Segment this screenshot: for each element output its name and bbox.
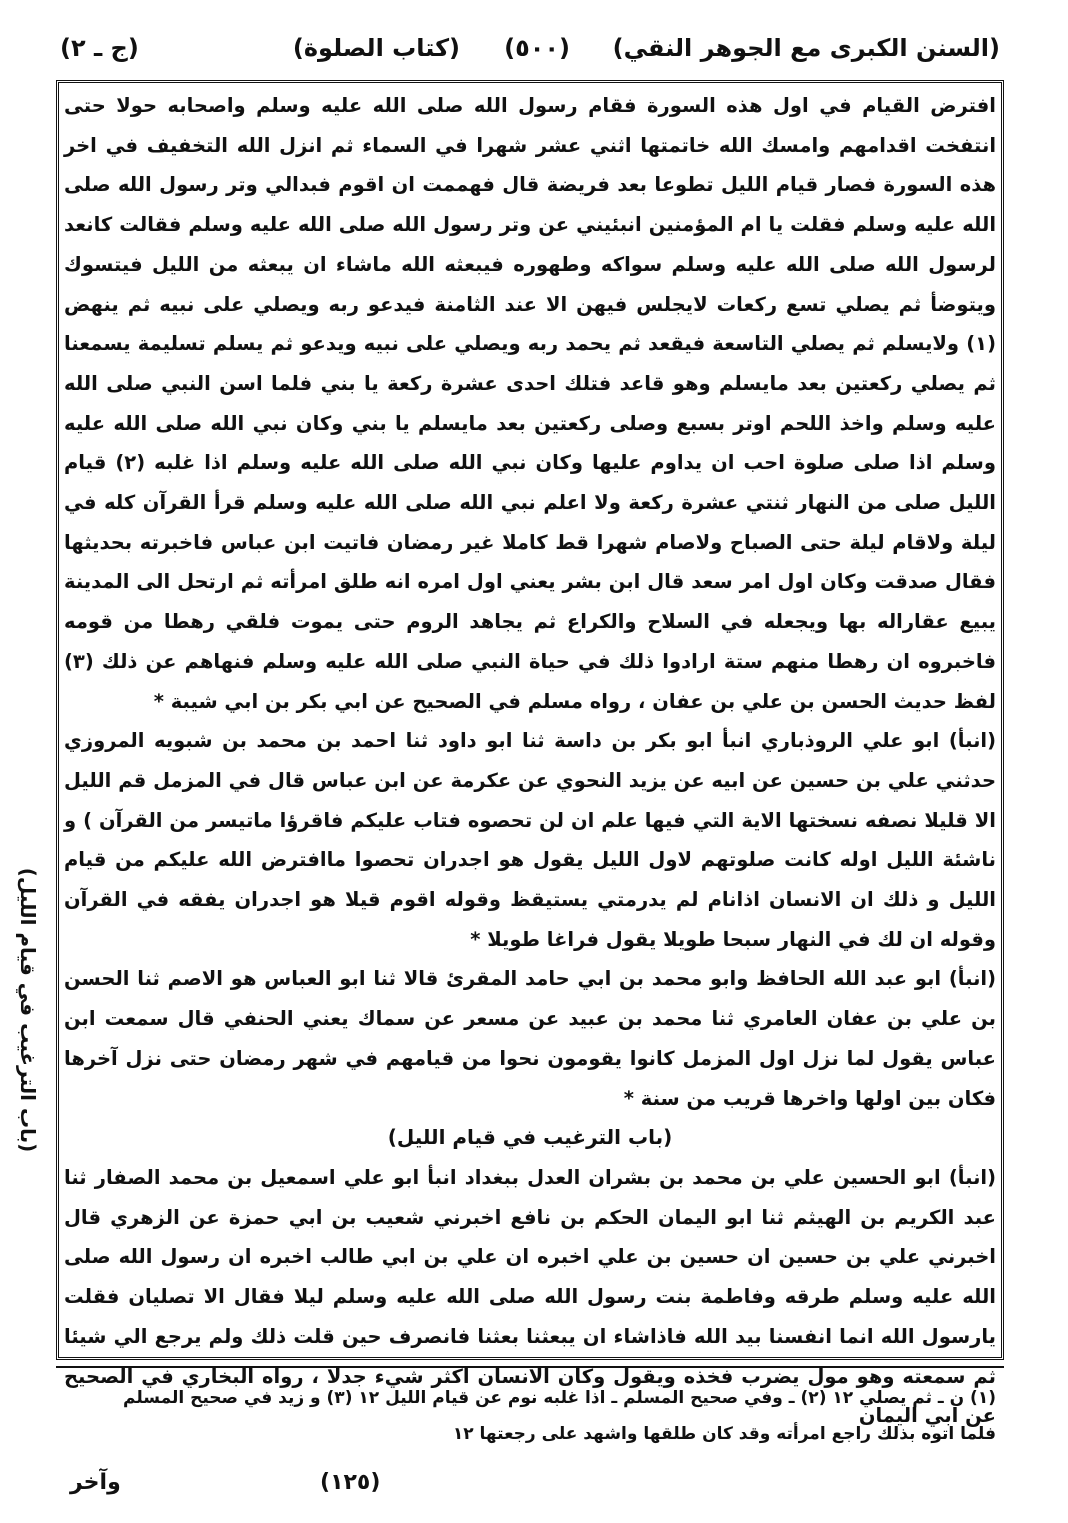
footer-page-number: (١٢٥) bbox=[320, 1470, 381, 1495]
volume-number: (ج ـ ٢) bbox=[60, 34, 139, 62]
chapter-title: (كتاب الصلوة) bbox=[292, 34, 460, 62]
footnote-line: (١) ن ـ ثم يصلي ١٢ (٢) ـ وفي صحيح المسلم ـ اذا غلبه نوم عن قيام الليل ١٢ (٣) و زيد في صحيح المسلم bbox=[123, 1388, 996, 1408]
book-title: (السنن الكبرى مع الجوهر النقي) bbox=[612, 34, 1000, 62]
header-page-number: (٥٠٠) bbox=[504, 34, 570, 62]
catchword: وآخر bbox=[70, 1470, 121, 1495]
footnotes bbox=[64, 1380, 996, 1452]
running-header bbox=[60, 30, 1000, 74]
main-text bbox=[64, 86, 996, 1436]
paragraph-ali-hadith: (انبأ) ابو الحسين علي بن محمد بن بشران العدل ببغداد انبأ ابو علي اسمعيل بن محمد الصفار ثنا عبد الكريم بن الهيثم ثنا ابو اليمان الحكم بن نافع اخبرني شعيب بن ابي حمزة عن الزهري قال اخبرني علي بن حسين ان حسين بن علي اخبره ان علي بن ابي طالب اخبره ان رسول الله صلى الله عليه وسلم طرقه وفاطمة بنت رسول الله صلى الله عليه وسلم ليلا فقال الا تصليان فقلت يارسول الله انما انفسنا بيد الله فاذاشاء ان يبعثنا بعثنا فانصرف حين قلت ذلك ولم يرجع الي شيئا ثم سمعته وهو مول يضرب فخذه ويقول وكان الانسان اكثر شيء جدلا ، رواه البخاري في الصحيح عن ابي اليمان bbox=[64, 1165, 996, 1428]
paragraph-ibn-abbas-year: (انبأ) ابو عبد الله الحافظ وابو محمد بن ابي حامد المقرئ قالا ثنا ابو العباس هو الاصم ثنا الحسن بن علي بن عفان العامري ثنا محمد بن عبيد عن مسعر عن سماك يعني الحنفي قال سمعت ابن عباس يقول لما نزل اول المزمل كانوا يقومون نحوا من قيامهم في شهر رمضان حتى نزل آخرها فكان بين اولها واخرها قريب من سنة * bbox=[64, 967, 996, 1110]
section-heading: (باب الترغيب في قيام الليل) bbox=[387, 1125, 673, 1150]
margin-chapter-note bbox=[0, 867, 56, 1153]
footnote-line: فلما اتوه بذلك راجع امرأته وقد كان طلقها واشهد على رجعتها ١٢ bbox=[452, 1424, 996, 1444]
paragraph-ibn-abbas-muzzammil: (انبأ) ابو علي الروذباري انبأ ابو بكر بن داسة ثنا ابو داود ثنا احمد بن محمد بن شبويه المروزي حدثني علي بن حسين عن ابيه عن يزيد النحوي عن عكرمة عن ابن عباس قال في المزمل قم الليل الا قليلا نصفه نسختها الاية التي فيها علم ان لن تحصوه فتاب عليكم فاقرؤا ماتيسر من القرآن ) و ناشئة الليل اوله كانت صلوتهم لاول الليل يقول هو اجدران تحصوا ماافترض الله عليكم من قيام الليل و ذلك ان الانسان اذانام لم يدرمتي يستيقظ وقوله اقوم قيلا هو اجدران يفقه في القرآن وقوله ان لك في النهار سبحا طويلا يقول فراغا طويلا * bbox=[64, 729, 996, 951]
paragraph-hadith-aisha: افترض القيام في اول هذه السورة فقام رسول الله صلى الله عليه وسلم واصحابه حولا حتى انتفخت اقدامهم وامسك الله خاتمتها اثني عشر شهرا في السماء ثم انزل الله التخفيف في اخر هذه السورة فصار قيام الليل تطوعا بعد فريضة قال فهممت ان اقوم فبدالي وتر رسول الله صلى الله عليه وسلم فقلت يا ام المؤمنين انبئيني عن وتر رسول الله صلى الله عليه وسلم فقالت كانعد لرسول الله صلى الله عليه وسلم سواكه وطهوره فيبعثه الله ماشاء ان يبعثه من الليل فيتسوك ويتوضأ ثم يصلي تسع ركعات لايجلس فيهن الا عند الثامنة فيدعو ربه ويصلي على نبيه ثم ينهض (١) ولايسلم ثم يصلي التاسعة فيقعد ثم يحمد ربه ويصلي على نبيه ويدعو ثم يسلم تسليمة يسمعنا ثم يصلي ركعتين بعد مايسلم وهو قاعد فتلك احدى عشرة ركعة يا بني فلما اسن النبي صلى الله عليه وسلم واخذ اللحم اوتر بسبع وصلى ركعتين بعد مايسلم يا بني وكان نبي الله صلى الله عليه وسلم اذا صلى صلوة احب ان يداوم عليها وكان نبي الله صلى الله عليه وسلم اذا غلبه (٢) قيام الليل صلى من النهار ثنتي عشرة ركعة ولا اعلم نبي الله صلى الله عليه وسلم قرأ القرآن كله في ليلة ولاقام ليلة حتى الصباح ولاصام شهرا قط كاملا غير رمضان فاتيت ابن عباس فاخبرته بحديثها فقال صدقت وكان اول امر سعد قال ابن بشر يعني اول امره انه طلق امرأته ثم ارتحل الى المدينة يبيع عقاراله بها ويجعله في السلاح والكراع ثم يجاهد الروم حتى يموت فلقي رهطا من قومه فاخبروه ان رهطا منهم ستة ارادوا ذلك في حياة النبي صلى الله عليه وسلم فنهاهم عن ذلك (٣) لفظ حديث الحسن بن علي بن عفان ، رواه مسلم في الصحيح عن ابي بكر بن ابي شيبة * bbox=[64, 94, 996, 713]
margin-note-text: (باب الترغيب في قيام الليل) bbox=[16, 867, 40, 1153]
footnote-divider bbox=[56, 1366, 1004, 1368]
